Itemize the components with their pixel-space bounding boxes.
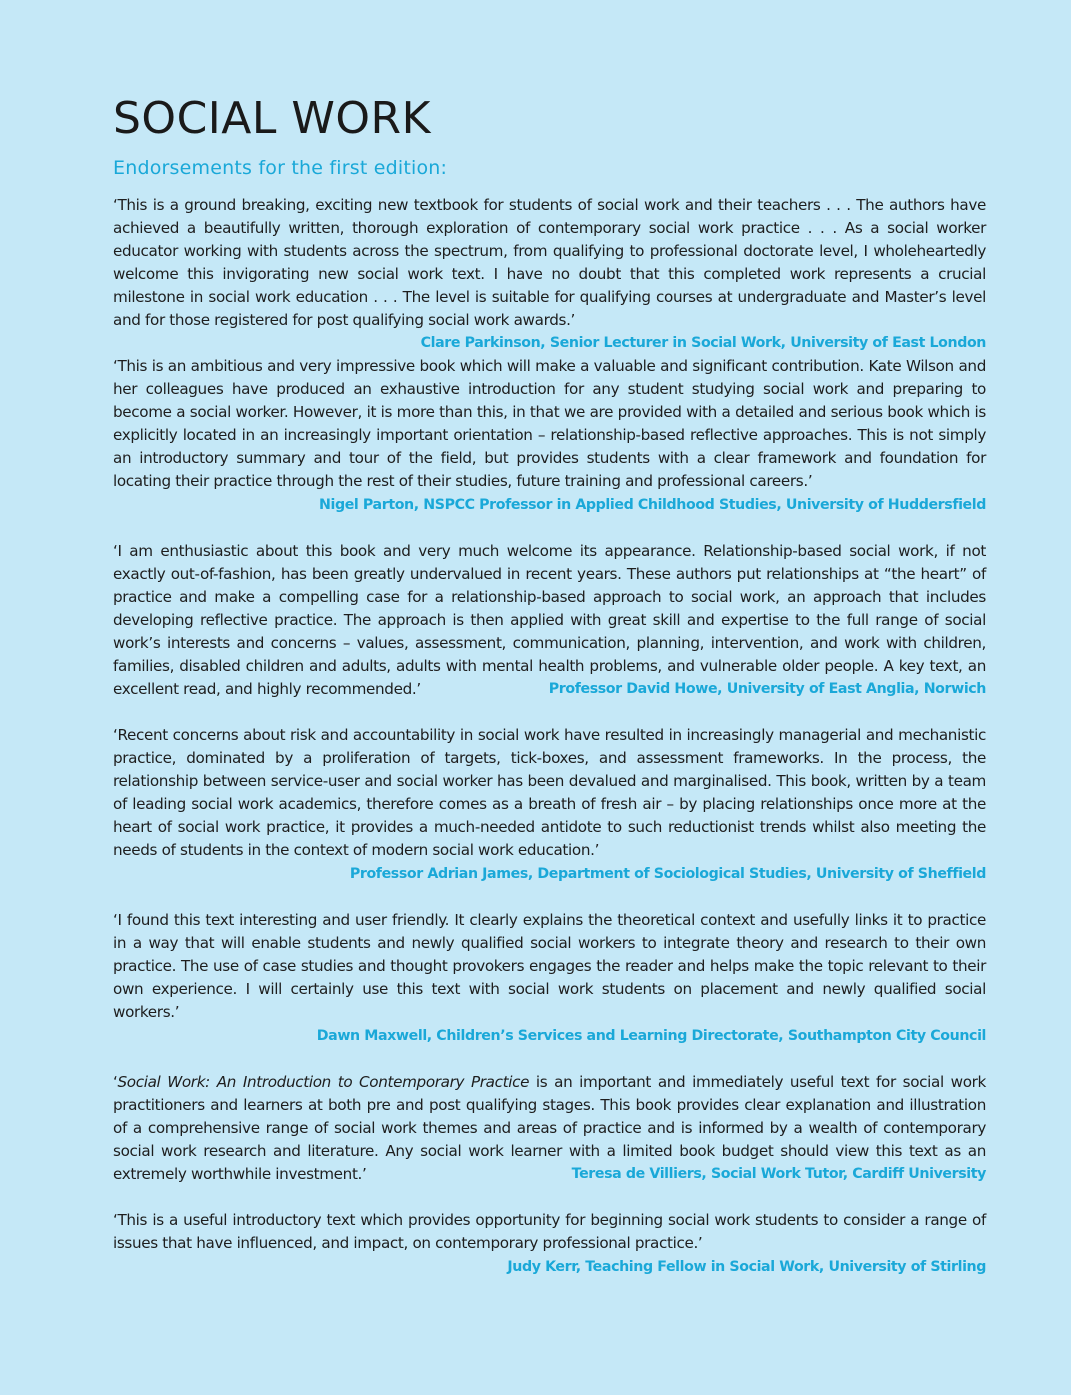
endorsement-text: ‘Recent concerns about risk and accountability in social work have resulted in increasingly managerial and mechanistic practice, dominated by a proliferation of targets, tick-boxes, and assessment frameworks. In the process, the relationship between service-user and social worker has been devalued and marginalised. This book, written by a team of leading social work academics, therefore comes as a breath of fresh air – by placing relationships once more at the heart of social work practice, it provides a much-needed antidote to such reductionist trends whilst also meeting the needs of students in the context of modern social work education.’ (113, 726, 986, 859)
endorsement-quote (113, 194, 986, 351)
endorsement-quote (113, 1209, 986, 1279)
endorsement-text: is an important and immediately useful text for social work practitioners and learners at both pre and post qualifying stages. This book provides clear explanation and illustration of a comprehensive range of social work themes and areas of practice and is informed by a wealth of contemporary social work research and literature. Any social work learner with a limited book budget should view this text as an extremely worthwhile investment.’ (113, 1073, 986, 1183)
endorsement-attribution: Dawn Maxwell, Children’s Services and Learning Directorate, Southampton City Council (316, 1028, 986, 1044)
endorsement-attribution: Teresa de Villiers, Social Work Tutor, Cardiff University (571, 1166, 986, 1182)
endorsement-attribution: Clare Parkinson, Senior Lecturer in Social Work, University of East London (420, 335, 986, 351)
endorsements-page (113, 90, 986, 1302)
endorsement-quote (113, 724, 986, 886)
endorsement-text: ‘This is a useful introductory text which provides opportunity for beginning social work students to consider a range of issues that have influenced, and impact, on contemporary professional practice.’ (113, 1211, 986, 1252)
endorsement-attribution: Judy Kerr, Teaching Fellow in Social Work, University of Stirling (507, 1259, 986, 1275)
page-subtitle: Endorsements for the first edition: (113, 157, 448, 179)
endorsement-text: ‘This is a ground breaking, exciting new textbook for students of social work and their teachers . . . The authors have achieved a beautifully written, thorough exploration of contemporary social work practice . . . As a social worker educator working with students across the spectrum, from qualifying to professional doctorate level, I wholeheartedly welcome this invigorating new social work text. I have no doubt that this completed work represents a crucial milestone in social work education . . . The level is suitable for qualifying courses at undergraduate and Master’s level and for those registered for post qualifying social work awards.’ (113, 196, 986, 329)
endorsement-quote (113, 355, 986, 517)
endorsement-text: ‘This is an ambitious and very impressive book which will make a valuable and significant contribution. Kate Wilson and her colleagues have produced an exhaustive introduction for any student studying social work and preparing to become a social worker. However, it is more than this, in that we are provided with a detailed and serious book which is explicitly located in an increasingly important orientation – relationship-based reflective approaches. This is not simply an introductory summary and tour of the field, but provides students with a clear framework and foundation for locating their practice through the rest of their studies, future training and professional careers.’ (113, 357, 986, 490)
book-title: Social Work: An Introduction to Contemporary Practice (117, 1073, 530, 1091)
endorsement-text: ‘I found this text interesting and user friendly. It clearly explains the theoretical context and usefully links it to practice in a way that will enable students and newly qualified social workers to integrate theory and research to their own practice. The use of case studies and thought provokers engages the reader and helps make the topic relevant to their own experience. I will certainly use this text with social work students on placement and newly qualified social workers.’ (113, 911, 986, 1021)
endorsement-text: ‘I am enthusiastic about this book and very much welcome its appearance. Relationship-based social work, if not exactly out-of-fashion, has been greatly undervalued in recent years. These authors put relationships at “the heart” of practice and make a compelling case for a relationship-based approach to social work, an approach that includes developing reflective practice. The approach is then applied with great skill and expertise to the full range of social work’s interests and concerns – values, assessment, communication, planning, intervention, and work with children, families, disabled children and adults, adults with mental health problems, and vulnerable older people. A key text, an excellent read, and highly recommended.’ (113, 542, 986, 698)
endorsement-quote (113, 540, 986, 701)
endorsement-quote (113, 1071, 986, 1186)
endorsement-attribution: Nigel Parton, NSPCC Professor in Applied Childhood Studies, University of Huddersfield (319, 497, 986, 513)
endorsement-lead: ‘ (113, 1073, 118, 1091)
endorsement-quote (113, 909, 986, 1048)
endorsement-attribution: Professor David Howe, University of East Anglia, Norwich (548, 681, 986, 697)
page-title: SOCIAL WORK (113, 93, 431, 144)
endorsement-attribution: Professor Adrian James, Department of Sociological Studies, University of Sheffield (349, 866, 986, 882)
